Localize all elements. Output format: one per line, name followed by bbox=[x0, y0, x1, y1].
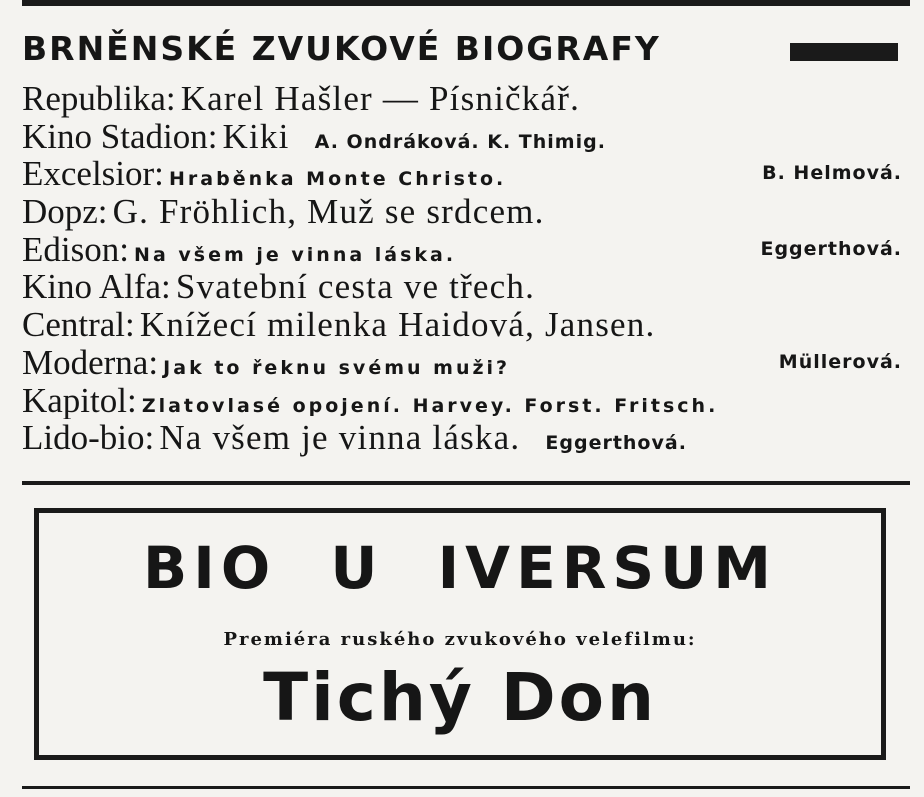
film-cast: Müllerová. bbox=[778, 350, 902, 373]
cinema-name: Republika: bbox=[22, 80, 176, 118]
page-heading: BRNĚNSKÉ ZVUKOVÉ BIOGRAFY bbox=[22, 29, 661, 68]
cinema-name: Kapitol: bbox=[22, 381, 137, 420]
heading-ornament-bar bbox=[790, 43, 898, 61]
advertisement-film-title: Tichý Don bbox=[263, 659, 657, 736]
cinema-name: Excelsior: bbox=[22, 155, 164, 194]
bottom-rule bbox=[22, 786, 910, 789]
cinema-listing bbox=[22, 80, 902, 457]
section-divider bbox=[22, 481, 910, 485]
listing-row bbox=[22, 231, 902, 269]
cinema-name: Moderna: bbox=[22, 343, 159, 382]
film-cast: B. Helmová. bbox=[762, 162, 902, 185]
advertisement-title: BIO U IVERSUM bbox=[143, 534, 777, 602]
listing-row bbox=[22, 80, 902, 118]
advertisement-box bbox=[34, 508, 886, 760]
listing-row bbox=[22, 382, 902, 420]
top-rule bbox=[22, 0, 910, 6]
cinema-name: Central: bbox=[22, 306, 135, 344]
film-title: Knížecí milenka Haidová, Jansen. bbox=[139, 306, 656, 344]
listing-row bbox=[22, 155, 902, 193]
film-title: G. Fröhlich, Muž se srdcem. bbox=[112, 193, 545, 231]
film-title: Zlatovlasé opojení. Harvey. Forst. Fritsch. bbox=[141, 394, 719, 417]
cinema-name: Kino Stadion: bbox=[22, 117, 218, 156]
cinema-name: Lido-bio: bbox=[22, 419, 155, 457]
listing-row bbox=[22, 193, 902, 231]
film-title: Na všem je vinna láska. bbox=[159, 419, 521, 457]
listing-row bbox=[22, 306, 902, 344]
film-title: Karel Hašler — Písničkář. bbox=[180, 80, 581, 118]
advertisement-subtitle: Premiéra ruského zvukového velefilmu: bbox=[223, 629, 697, 650]
cinema-name: Kino Alfa: bbox=[22, 268, 171, 307]
film-title: Hraběnka Monte Christo. bbox=[169, 168, 507, 191]
film-cast: Eggerthová. bbox=[760, 237, 902, 260]
cinema-name: Dopz: bbox=[22, 193, 108, 231]
listing-row bbox=[22, 118, 902, 156]
listing-row bbox=[22, 419, 902, 457]
cinema-name: Edison: bbox=[22, 230, 129, 269]
listing-row bbox=[22, 268, 902, 306]
film-title: Na všem je vinna láska. bbox=[134, 243, 457, 266]
listing-row bbox=[22, 344, 902, 382]
film-title: Jak to řeknu svému muži? bbox=[163, 356, 511, 379]
film-cast: A. Ondráková. K. Thimig. bbox=[314, 130, 606, 153]
film-title: Svatební cesta ve třech. bbox=[175, 268, 536, 307]
film-title: Kiki bbox=[222, 117, 290, 156]
film-cast: Eggerthová. bbox=[545, 432, 687, 455]
